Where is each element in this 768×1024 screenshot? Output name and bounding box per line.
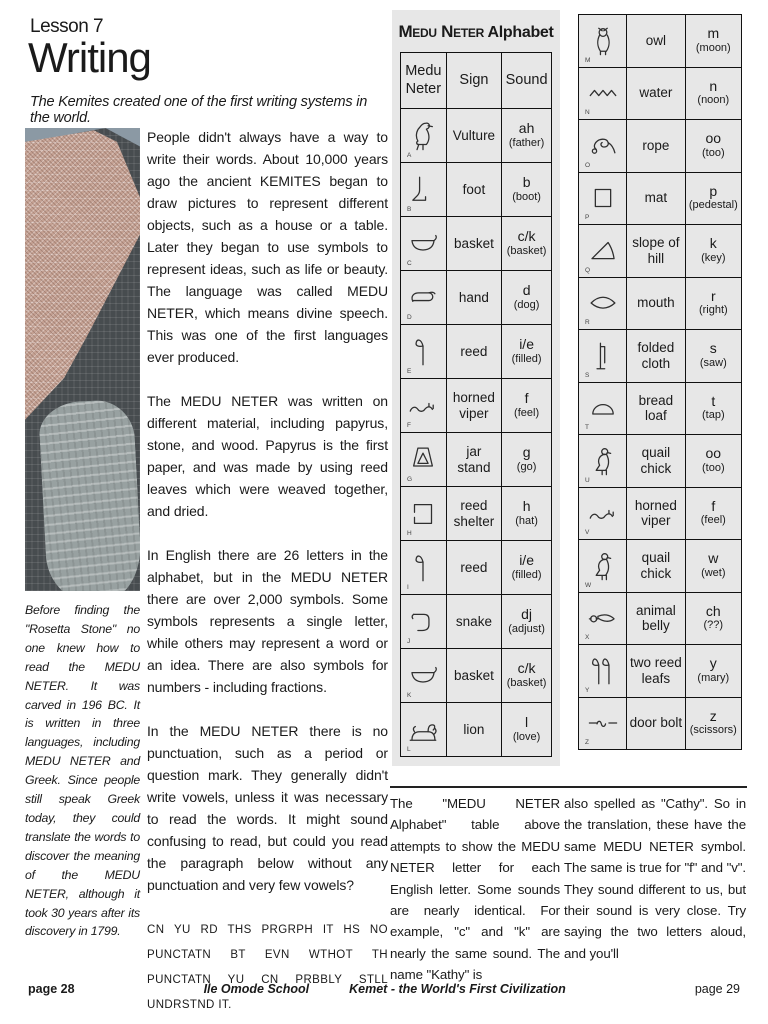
glyph-letter-label: L <box>407 746 411 753</box>
glyph-letter-label: I <box>407 584 409 591</box>
basket-icon <box>403 659 444 693</box>
sign-name: slope of hill <box>627 225 686 278</box>
body-paragraph: People didn't always have a way to write their words. About 10,000 years ago the ancient KEMITES began to draw pictures to represent different objects, such as a house or a table. Later they began to use symbols to represent ideas, such as life or beauty. The language was called MEDU NETER, which means divine speech. This was one of the first languages ever produced. <box>147 129 388 365</box>
sign-name: reed shelter <box>446 487 501 541</box>
sign-name: jar stand <box>446 433 501 487</box>
sound-example-word: (basket) <box>506 676 547 689</box>
sound-value: d <box>522 282 531 299</box>
sound-value: k <box>709 235 717 252</box>
lesson-label: Lesson 7 <box>30 16 104 37</box>
sound-example-word: (filled) <box>511 568 542 581</box>
sign-name: horned viper <box>446 379 501 433</box>
alphabet-row-o <box>579 120 742 173</box>
alphabet-row-j <box>401 595 552 649</box>
glyph-letter-label: E <box>407 368 412 375</box>
alphabet-row-z <box>579 697 742 750</box>
sound-value: ah <box>518 120 535 137</box>
alphabet-row-h <box>401 487 552 541</box>
sound-value: c/k <box>517 660 536 677</box>
sound-example-word: (basket) <box>506 244 547 257</box>
sound-value: c/k <box>517 228 536 245</box>
col-header-sound: Sound <box>502 53 552 109</box>
alphabet-table-right-section <box>576 14 744 750</box>
sign-name: reed <box>446 325 501 379</box>
reed-icon <box>403 335 444 369</box>
sound-value: s <box>709 340 717 357</box>
glyph-letter-label: Y <box>585 686 590 694</box>
sign-name: rope <box>627 120 686 173</box>
jar-stand-icon <box>403 443 444 477</box>
col-header-medu-neter: Medu Neter <box>401 53 447 109</box>
section-divider <box>390 786 747 788</box>
foot-icon <box>403 173 444 207</box>
sign-name: snake <box>446 595 501 649</box>
horned-viper-icon <box>403 389 444 423</box>
owl-icon <box>581 24 624 58</box>
sound-value: h <box>522 498 531 515</box>
alphabet-row-l <box>401 703 552 757</box>
sound-value: y <box>709 655 717 672</box>
sign-name: water <box>627 67 686 120</box>
sound-example-word: (scissors) <box>689 724 737 737</box>
sound-example-word: (too) <box>701 146 725 159</box>
glyph-letter-label: R <box>585 319 590 326</box>
glyph-letter-label: P <box>585 214 590 221</box>
sign-name: animal belly <box>627 592 686 645</box>
glyph-letter-label: H <box>407 530 412 537</box>
sound-value: r <box>710 287 716 304</box>
glyph-letter-label: G <box>407 476 413 483</box>
sound-value: b <box>522 174 531 191</box>
alphabet-row-x <box>579 592 742 645</box>
sound-value: f <box>524 390 529 407</box>
sound-example-word: (mary) <box>697 671 730 684</box>
door-bolt-icon <box>581 706 624 740</box>
alphabet-row-k <box>401 649 552 703</box>
sound-value: i/e <box>519 552 534 569</box>
sound-example-word: (boot) <box>512 190 541 203</box>
alphabet-row-v <box>579 487 742 540</box>
glyph-letter-label: B <box>407 206 412 213</box>
alphabet-row-u <box>579 435 742 488</box>
bottom-text-left-column: The "MEDU NETER Alphabet" table above attempts to show the MEDU NETER letter for each English letter. Some sounds are nearly identical. For example, "c" and "k" are nearly the same sound. The name "Kathy" is <box>390 796 560 983</box>
sign-name: bread loaf <box>627 382 686 435</box>
sound-value: w <box>708 550 719 567</box>
glyph-letter-label: N <box>585 109 590 116</box>
sound-value: n <box>709 77 718 94</box>
no-vowels-paragraph: CN YU RD THS PRGRPH IT HS NO PUNCTATN BT EVN WTHOT TH PUNCTATN YU CN PRBBLY STLL UNDRSTND IT. <box>147 924 388 1011</box>
alphabet-header-row <box>401 53 552 109</box>
lion-icon <box>403 713 444 747</box>
sound-example-word: (moon) <box>695 41 731 54</box>
sign-name: hand <box>446 271 501 325</box>
sign-name: Vulture <box>446 109 501 163</box>
hand-icon <box>403 281 444 315</box>
mat-icon <box>581 181 624 215</box>
rope-icon <box>581 129 624 163</box>
sound-value: t <box>711 392 716 409</box>
alphabet-title-suffix: Alphabet <box>487 24 554 41</box>
reed-shelter-icon <box>403 497 444 531</box>
alphabet-row-c <box>401 217 552 271</box>
glyph-letter-label: C <box>407 260 412 267</box>
folded-cloth-icon <box>581 339 624 373</box>
sound-example-word: (father) <box>508 136 545 149</box>
alphabet-table-left <box>400 52 552 757</box>
alphabet-row-f <box>401 379 552 433</box>
alphabet-row-q <box>579 225 742 278</box>
alphabet-row-s <box>579 330 742 383</box>
vulture-icon <box>403 119 444 153</box>
image-caption: Before finding the "Rosetta Stone" no one knew how to read the MEDU NETER. It was carved in 196 BC. It is written in three languages, including MEDU NETER and Greek. Since people still speak Greek today, they could translate the words to discover the meaning of the MEDU NETER, although it took 30 years after its discovery in 1799. <box>25 603 140 939</box>
book-title: Kemet - the World's First Civilization <box>349 982 566 996</box>
sign-name: basket <box>446 217 501 271</box>
sign-name: mouth <box>627 277 686 330</box>
page-title: Writing <box>28 34 151 81</box>
alphabet-row-p <box>579 172 742 225</box>
alphabet-row-y <box>579 645 742 698</box>
glyph-letter-label: S <box>585 371 590 379</box>
bottom-text-right-column: also spelled as "Cathy". So in the translation, these have the same MEDU NETER symbol. The same is true for "f" and "v". They sound different to us, but their sound is very close. Try saying the two letters aloud, and you'll <box>564 796 746 961</box>
rosetta-stone-photo <box>25 128 140 591</box>
page-number-left: page 28 <box>28 982 75 996</box>
body-paragraph: In the MEDU NETER there is no punctuation, such as a period or question mark. They generally didn't write vowels, unless it was necessary to read the words. It might sound confusing to read, but could you read the paragraph below without any punctuation and very few vowels? <box>147 723 388 893</box>
sound-value: oo <box>705 445 722 462</box>
glyph-letter-label: W <box>585 581 592 589</box>
glyph-letter-label: F <box>407 422 411 429</box>
page-number-right: page 29 <box>694 982 740 996</box>
sound-example-word: (go) <box>516 460 537 473</box>
sound-example-word: (saw) <box>699 356 727 369</box>
sound-example-word: (dog) <box>513 298 540 311</box>
sign-name: foot <box>446 163 501 217</box>
alphabet-row-g <box>401 433 552 487</box>
sign-name: quail chick <box>627 540 686 593</box>
sound-example-word: (tap) <box>701 409 725 422</box>
sign-name: lion <box>446 703 501 757</box>
sound-example-word: (love) <box>512 730 541 743</box>
sign-name: quail chick <box>627 435 686 488</box>
sound-example-word: (hat) <box>515 514 538 527</box>
glyph-letter-label: T <box>585 424 589 431</box>
alphabet-title <box>392 22 560 42</box>
reed-icon <box>403 551 444 585</box>
sound-example-word: (key) <box>701 251 726 264</box>
animal-belly-icon <box>581 601 624 635</box>
sign-name: horned viper <box>627 487 686 540</box>
body-paragraph: The MEDU NETER was written on different material, including papyrus, stone, and wood. Papyrus is the first paper, and was made by using reed leaves which were weaved together, and dried. <box>147 393 388 519</box>
glyph-letter-label: J <box>407 638 411 645</box>
glyph-letter-label: V <box>585 529 590 536</box>
sound-value: i/e <box>519 336 534 353</box>
article-text <box>147 126 388 1018</box>
col-header-sign: Sign <box>446 53 501 109</box>
sound-example-word: (adjust) <box>508 622 545 635</box>
sound-value: m <box>707 25 720 42</box>
sound-example-word: (feel) <box>700 514 726 527</box>
sound-value: f <box>711 497 716 514</box>
body-paragraphs <box>147 126 388 896</box>
alphabet-table-right <box>578 14 742 750</box>
sound-value: p <box>709 182 718 199</box>
glyph-letter-label: Z <box>585 739 589 746</box>
horned-viper-icon <box>581 496 624 530</box>
sound-value: g <box>522 444 531 461</box>
glyph-letter-label: K <box>407 692 412 699</box>
school-name: Ile Omode School <box>203 982 310 996</box>
alphabet-row-e <box>401 325 552 379</box>
glyph-letter-label: M <box>585 56 591 64</box>
sound-value: z <box>709 707 717 724</box>
stone-light-fragment <box>38 399 140 591</box>
sign-name: mat <box>627 172 686 225</box>
sound-example-word: (feel) <box>514 406 540 419</box>
sound-example-word: (right) <box>698 304 728 317</box>
sound-example-word: (pedestal) <box>688 199 738 212</box>
sound-value: l <box>525 714 529 731</box>
sign-name: two reed leafs <box>627 645 686 698</box>
basket-icon <box>403 227 444 261</box>
sign-name: reed <box>446 541 501 595</box>
sound-example-word: (noon) <box>697 94 730 107</box>
sign-name: basket <box>446 649 501 703</box>
sound-example-word: (??) <box>703 619 724 632</box>
glyph-letter-label: Q <box>585 266 591 274</box>
glyph-letter-label: A <box>407 152 412 159</box>
alphabet-title-medu-neter: Medu Neter <box>398 22 484 41</box>
glyph-letter-label: O <box>585 161 591 169</box>
alphabet-row-b <box>401 163 552 217</box>
glyph-letter-label: D <box>407 314 412 321</box>
alphabet-row-d <box>401 271 552 325</box>
alphabet-row-t <box>579 382 742 435</box>
mouth-icon <box>581 286 624 320</box>
alphabet-row-i <box>401 541 552 595</box>
alphabet-row-r <box>579 277 742 330</box>
two-reed-leafs-icon <box>581 654 624 688</box>
quail-chick-icon <box>581 444 624 478</box>
glyph-letter-label: X <box>585 634 590 641</box>
body-paragraph: In English there are 26 letters in the alphabet, but in the MEDU NETER there are over 2,000 symbols. Some symbols represents a single letter, while others may represent a word or an idea. There are also symbols for numbers - including fractions. <box>147 547 388 695</box>
alphabet-panel <box>392 10 560 766</box>
sound-value: dj <box>521 606 533 623</box>
sound-example-word: (wet) <box>701 566 726 579</box>
alphabet-row-a <box>401 109 552 163</box>
sound-value: oo <box>705 130 722 147</box>
alphabet-row-n <box>579 67 742 120</box>
slope-of-hill-icon <box>581 234 624 268</box>
alphabet-row-m <box>579 15 742 68</box>
sign-name: owl <box>627 15 686 68</box>
snake-icon <box>403 605 444 639</box>
alphabet-row-w <box>579 540 742 593</box>
page-footer <box>0 982 768 996</box>
sign-name: folded cloth <box>627 330 686 383</box>
sign-name: door bolt <box>627 697 686 750</box>
page-subtitle: The Kemites created one of the first writing systems in the world. <box>30 94 368 126</box>
glyph-letter-label: U <box>585 476 590 484</box>
water-icon <box>581 76 624 110</box>
quail-chick-icon <box>581 549 624 583</box>
sound-example-word: (too) <box>701 461 725 474</box>
sound-value: ch <box>705 602 721 619</box>
sound-example-word: (filled) <box>511 352 542 365</box>
bread-loaf-icon <box>581 391 624 425</box>
